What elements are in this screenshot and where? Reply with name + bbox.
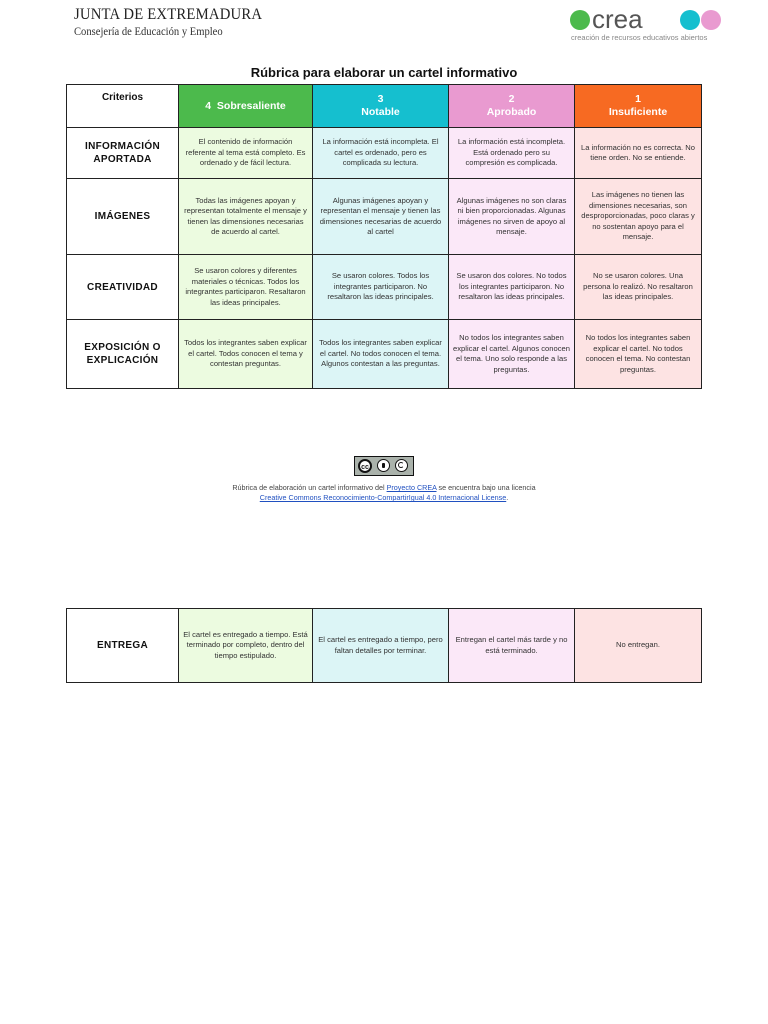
license-text-after: . (506, 493, 509, 502)
project-crea-link[interactable]: Proyecto CREA (386, 483, 437, 492)
level-score: 3 (377, 93, 384, 105)
rubric-cell: El contenido de información referente al tema está completo. Es ordenado y de fácil lectura. (179, 128, 313, 179)
criterion-entrega: ENTREGA (67, 609, 179, 683)
level-header-aprobado (449, 85, 575, 128)
cc-by-sa-icon[interactable] (354, 456, 414, 476)
license-text-before: Rúbrica de elaboración un cartel informativo del (232, 483, 387, 492)
junta-logo (74, 6, 279, 40)
table-row (67, 128, 702, 179)
level-label: Aprobado (486, 106, 537, 118)
rubric-cell: No todos los integrantes saben explicar el cartel. No todos conocen el tema. No contestan preguntas. (575, 320, 702, 389)
crea-logo-graphic (569, 6, 729, 36)
license-block (0, 456, 768, 503)
rubric-cell: Se usaron dos colores. No todos los integrantes participaron. No resaltaron las ideas principales. (449, 255, 575, 320)
page-title: Rúbrica para elaborar un cartel informativo (250, 65, 518, 80)
level-label: Insuficiente (608, 106, 668, 118)
rubric-cell: No todos los integrantes saben explicar el cartel. Algunos conocen el tema. Uno solo responde a las preguntas. (449, 320, 575, 389)
svg-text:crea: crea (592, 6, 643, 34)
table-row (67, 320, 702, 389)
level-header-insuficiente (575, 85, 702, 128)
rubric-cell: Todas las imágenes apoyan y representan totalmente el mensaje y tienen las dimensiones necesarias de acuerdo al cartel. (179, 179, 313, 255)
license-text-middle: se encuentra bajo una licencia (436, 483, 536, 492)
criterion-exposicion: EXPOSICIÓN O EXPLICACIÓN (67, 320, 179, 389)
rubric-cell: El cartel es entregado a tiempo. Está terminado por completo, dentro del tiempo estipulado. (179, 609, 313, 683)
org-department: Consejería de Educación y Empleo (74, 26, 223, 38)
org-name: JUNTA DE EXTREMADURA (74, 6, 263, 23)
table-row (67, 179, 702, 255)
cc-icon: cc (358, 459, 372, 473)
criteria-header: Criterios (67, 85, 179, 128)
rubric-cell: No se usaron colores. Una persona lo realizó. No resaltaron las ideas principales. (575, 255, 702, 320)
rubric-cell: Entregan el cartel más tarde y no está terminado. (449, 609, 575, 683)
rubric-cell: Las imágenes no tienen las dimensiones necesarias, son desproporcionadas, poco claras y no sostentan apoyo para el mensaje. (575, 179, 702, 255)
rubric-cell: La información no es correcta. No tiene orden. No se entiende. (575, 128, 702, 179)
rubric-cell: Todos los integrantes saben explicar el cartel. No todos conocen el tema. Algunos contestan a las preguntas. (313, 320, 449, 389)
brand-tagline: creación de recursos educativos abiertos (571, 33, 708, 42)
table-row (67, 255, 702, 320)
level-header-sobresaliente (179, 85, 313, 128)
criterion-creatividad: CREATIVIDAD (67, 255, 179, 320)
rubric-cell: La información está incompleta. Está ordenado pero su compresión es complicada. (449, 128, 575, 179)
rubric-cell: Se usaron colores. Todos los integrantes participaron. No resaltaron las ideas principales. (313, 255, 449, 320)
license-link[interactable]: Creative Commons Reconocimiento-CompartirIgual 4.0 Internacional License (259, 493, 507, 502)
header-row (67, 85, 702, 128)
level-score: 4 (205, 99, 212, 112)
table-row (67, 609, 702, 683)
rubric-cell: No entregan. (575, 609, 702, 683)
crea-logo (569, 6, 729, 44)
license-text (0, 483, 768, 503)
rubric-cell: El cartel es entregado a tiempo, pero faltan detalles por terminar. (313, 609, 449, 683)
share-alike-icon (395, 459, 408, 472)
rubric-cell: La información está incompleta. El cartel es ordenado, pero es complicada su lectura. (313, 128, 449, 179)
criterion-informacion: INFORMACIÓN APORTADA (67, 128, 179, 179)
level-label: Sobresaliente (216, 99, 286, 112)
level-score: 2 (508, 93, 515, 105)
rubric-cell: Se usaron colores y diferentes materiales o técnicas. Todos los integrantes participaron. Resaltaron las ideas principales. (179, 255, 313, 320)
level-header-notable (313, 85, 449, 128)
level-label: Notable (361, 106, 400, 118)
level-score: 1 (635, 93, 641, 105)
rubric-cell: Algunas imágenes apoyan y representan el mensaje y tienen las dimensiones necesarias de acuerdo al cartel (313, 179, 449, 255)
rubric-cell: Algunas imágenes no son claras ni bien proporcionadas. Algunas imágenes no sirven de apoyo al mensaje. (449, 179, 575, 255)
criterion-imagenes: IMÁGENES (67, 179, 179, 255)
attribution-icon (377, 459, 390, 472)
rubric-cell: Todos los integrantes saben explicar el cartel. Todos conocen el tema y contestan preguntas. (179, 320, 313, 389)
delivery-table (66, 608, 702, 683)
rubric-table (66, 84, 702, 389)
